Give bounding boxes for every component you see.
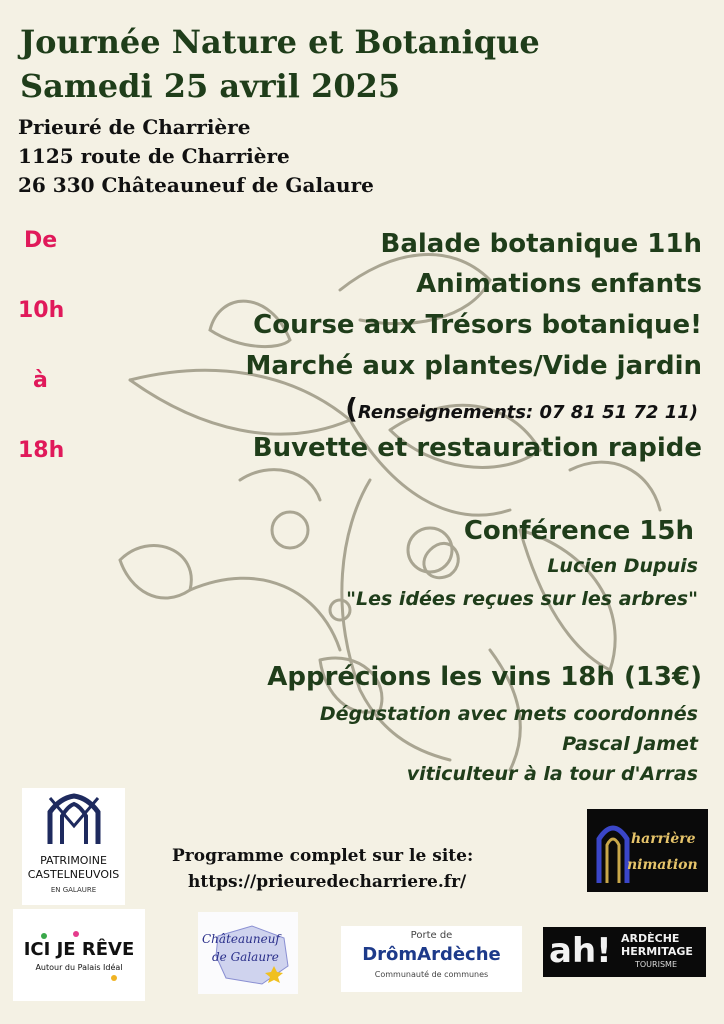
vins-lieu: viticulteur à la tour d'Arras <box>406 763 698 785</box>
patrimoine-line-3: EN GALAURE <box>50 886 97 894</box>
renseignements-phone: Renseignements: 07 81 51 72 11) <box>357 402 698 423</box>
vins-title: Apprécions les vins 18h (13€) <box>267 662 702 692</box>
address-line-1: Prieuré de Charrière <box>18 115 251 139</box>
renseignements <box>345 392 698 425</box>
dromardeche-line-3: Communauté de communes <box>374 970 489 979</box>
logo-porte-de-dromardeche <box>341 926 522 992</box>
conference-speaker: Lucien Dupuis <box>547 555 698 577</box>
activity-buvette: Buvette et restauration rapide <box>252 433 702 463</box>
address-line-2: 1125 route de Charrière <box>18 144 290 168</box>
vins-vigneron: Pascal Jamet <box>562 733 698 755</box>
address-line-3: 26 330 Châteauneuf de Galaure <box>18 173 374 197</box>
logo-charriere-animation <box>587 809 708 892</box>
conference-topic: "Les idées reçues sur les arbres" <box>346 588 698 610</box>
activity-animations: Animations enfants <box>416 269 702 299</box>
ardeche-line-3: TOURISME <box>635 960 677 969</box>
schedule-from: De <box>24 228 58 253</box>
chateauneuf-line-1: Châteauneuf <box>202 932 280 946</box>
charriere-line-2: nimation <box>627 857 698 873</box>
program-label: Programme complet sur le site: <box>172 846 474 866</box>
vins-degustation: Dégustation avec mets coordonnés <box>319 703 698 725</box>
logo-chateauneuf-de-galaure <box>198 912 298 994</box>
program-url[interactable]: https://prieuredecharriere.fr/ <box>188 872 467 892</box>
charriere-arch-icon <box>593 815 633 885</box>
schedule-end: 18h <box>18 438 65 463</box>
conference-title: Conférence 15h <box>463 516 694 546</box>
event-date: Samedi 25 avril 2025 <box>20 67 401 105</box>
schedule-start: 10h <box>18 298 65 323</box>
patrimoine-line-1: PATRIMOINE <box>40 854 107 867</box>
event-title: Journée Nature et Botanique <box>20 23 540 61</box>
dromardeche-line-1: Porte de <box>410 930 453 941</box>
icijereve-dot-icon <box>111 975 117 981</box>
ardeche-mark: ah! <box>549 931 612 971</box>
charriere-line-1: harrière <box>631 831 696 847</box>
ardeche-line-1: ARDÈCHE <box>621 932 680 945</box>
logo-patrimoine-castelneuvois <box>22 788 125 905</box>
patrimoine-line-2: CASTELNEUVOIS <box>27 868 120 881</box>
activity-marche: Marché aux plantes/Vide jardin <box>245 351 702 381</box>
icijereve-dot-icon <box>41 933 47 939</box>
patrimoine-arch-icon <box>46 792 102 848</box>
icijereve-subtitle: Autour du Palais Idéal <box>35 963 123 972</box>
dromardeche-line-2: DrômArdèche <box>362 944 501 965</box>
logo-ardeche-hermitage <box>543 927 706 977</box>
schedule-to: à <box>33 368 48 393</box>
activity-balade: Balade botanique 11h <box>380 229 702 259</box>
activity-course: Course aux Trésors botanique! <box>253 310 702 340</box>
logo-ici-je-reve <box>13 909 145 1001</box>
icijereve-dot-icon <box>73 931 79 937</box>
chateauneuf-line-2: de Galaure <box>212 950 279 964</box>
ardeche-line-2: HERMITAGE <box>621 945 693 958</box>
icijereve-title: ICI JE RÊVE <box>23 939 135 960</box>
renseignements-paren: ( <box>345 392 358 425</box>
